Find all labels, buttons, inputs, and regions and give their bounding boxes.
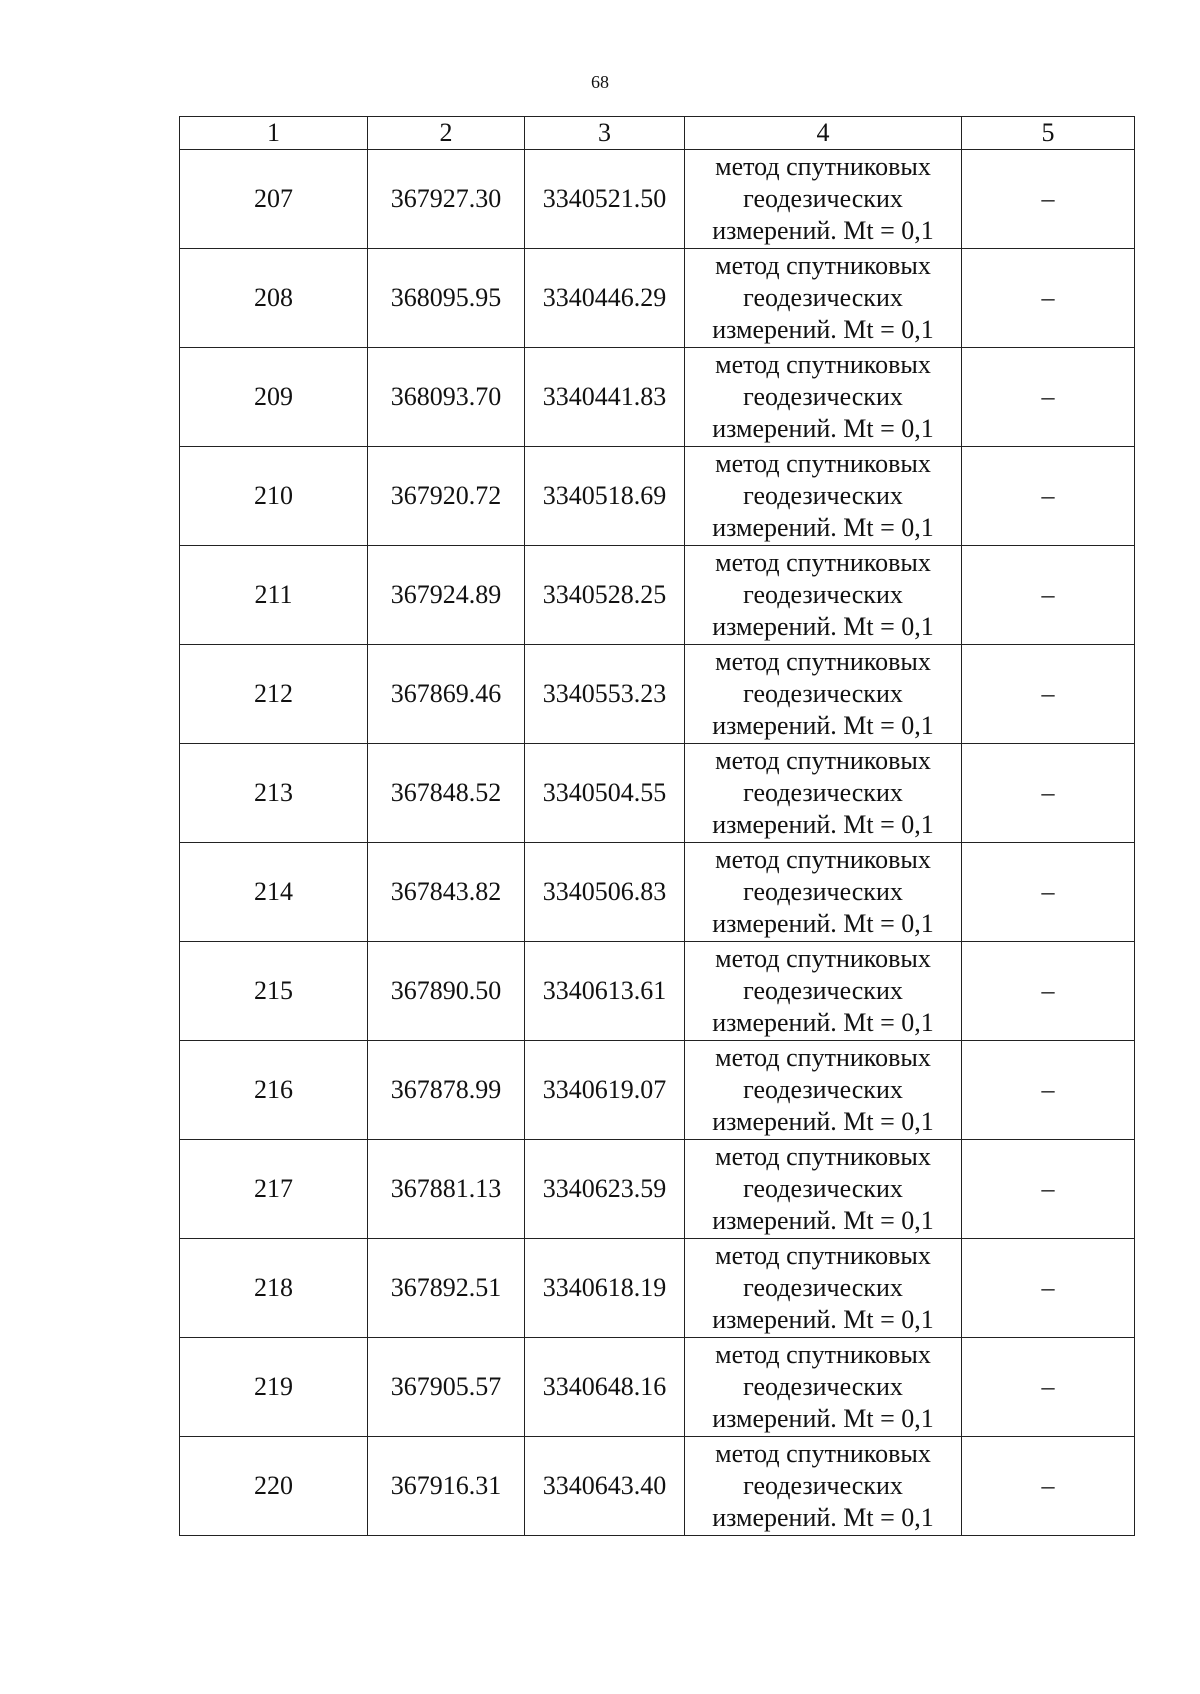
method-cell [685, 843, 962, 942]
note-cell: – [962, 348, 1135, 447]
table-row [180, 645, 1135, 744]
method-line: геодезических [743, 1075, 903, 1104]
table-row [180, 1239, 1135, 1338]
method-line: измерений. Mt = 0,1 [712, 1107, 934, 1136]
method-cell [685, 1437, 962, 1536]
method-line: измерений. Mt = 0,1 [712, 1008, 934, 1037]
x-coordinate-cell: 367878.99 [368, 1041, 525, 1140]
x-coordinate-cell: 368093.70 [368, 348, 525, 447]
method-line: геодезических [743, 1471, 903, 1500]
point-number-cell: 208 [180, 249, 368, 348]
point-number-cell: 219 [180, 1338, 368, 1437]
point-number-cell: 220 [180, 1437, 368, 1536]
method-cell [685, 1338, 962, 1437]
method-cell [685, 348, 962, 447]
y-coordinate-cell: 3340441.83 [525, 348, 685, 447]
table-body [180, 150, 1135, 1536]
table-row [180, 447, 1135, 546]
method-cell [685, 1041, 962, 1140]
y-coordinate-cell: 3340506.83 [525, 843, 685, 942]
method-line: геодезических [743, 184, 903, 213]
point-number-cell: 207 [180, 150, 368, 249]
method-line: измерений. Mt = 0,1 [712, 414, 934, 443]
y-coordinate-cell: 3340618.19 [525, 1239, 685, 1338]
method-line: метод спутниковых [715, 350, 931, 379]
point-number-cell: 215 [180, 942, 368, 1041]
header-col-4: 4 [685, 117, 962, 150]
coordinates-table [179, 116, 1135, 1536]
method-line: метод спутниковых [715, 1142, 931, 1171]
x-coordinate-cell: 367892.51 [368, 1239, 525, 1338]
method-line: метод спутниковых [715, 845, 931, 874]
x-coordinate-cell: 367927.30 [368, 150, 525, 249]
x-coordinate-cell: 367920.72 [368, 447, 525, 546]
method-line: измерений. Mt = 0,1 [712, 909, 934, 938]
table-row [180, 843, 1135, 942]
y-coordinate-cell: 3340613.61 [525, 942, 685, 1041]
table-row [180, 249, 1135, 348]
x-coordinate-cell: 367869.46 [368, 645, 525, 744]
table-row [180, 1041, 1135, 1140]
point-number-cell: 209 [180, 348, 368, 447]
method-cell [685, 942, 962, 1041]
point-number-cell: 216 [180, 1041, 368, 1140]
y-coordinate-cell: 3340623.59 [525, 1140, 685, 1239]
method-cell [685, 744, 962, 843]
method-line: метод спутниковых [715, 251, 931, 280]
y-coordinate-cell: 3340553.23 [525, 645, 685, 744]
method-line: геодезических [743, 1273, 903, 1302]
method-line: геодезических [743, 1174, 903, 1203]
method-line: метод спутниковых [715, 647, 931, 676]
x-coordinate-cell: 367890.50 [368, 942, 525, 1041]
y-coordinate-cell: 3340446.29 [525, 249, 685, 348]
method-line: геодезических [743, 976, 903, 1005]
x-coordinate-cell: 367881.13 [368, 1140, 525, 1239]
note-cell: – [962, 1041, 1135, 1140]
method-line: геодезических [743, 481, 903, 510]
method-line: метод спутниковых [715, 548, 931, 577]
method-line: метод спутниковых [715, 1043, 931, 1072]
point-number-cell: 218 [180, 1239, 368, 1338]
header-col-3: 3 [525, 117, 685, 150]
method-cell [685, 447, 962, 546]
note-cell: – [962, 1338, 1135, 1437]
table-row [180, 546, 1135, 645]
note-cell: – [962, 843, 1135, 942]
method-line: метод спутниковых [715, 1439, 931, 1468]
method-line: измерений. Mt = 0,1 [712, 1206, 934, 1235]
method-line: метод спутниковых [715, 1241, 931, 1270]
table-header [180, 117, 1135, 150]
point-number-cell: 210 [180, 447, 368, 546]
method-line: метод спутниковых [715, 944, 931, 973]
method-line: измерений. Mt = 0,1 [712, 315, 934, 344]
method-line: геодезических [743, 679, 903, 708]
table-row [180, 1338, 1135, 1437]
method-line: геодезических [743, 382, 903, 411]
point-number-cell: 213 [180, 744, 368, 843]
method-line: геодезических [743, 877, 903, 906]
x-coordinate-cell: 367916.31 [368, 1437, 525, 1536]
method-line: геодезических [743, 283, 903, 312]
method-line: метод спутниковых [715, 1340, 931, 1369]
method-line: измерений. Mt = 0,1 [712, 612, 934, 641]
method-line: измерений. Mt = 0,1 [712, 216, 934, 245]
y-coordinate-cell: 3340648.16 [525, 1338, 685, 1437]
y-coordinate-cell: 3340504.55 [525, 744, 685, 843]
method-line: метод спутниковых [715, 746, 931, 775]
header-row [180, 117, 1135, 150]
method-line: измерений. Mt = 0,1 [712, 711, 934, 740]
header-col-1: 1 [180, 117, 368, 150]
method-line: геодезических [743, 580, 903, 609]
method-line: измерений. Mt = 0,1 [712, 1503, 934, 1532]
note-cell: – [962, 645, 1135, 744]
y-coordinate-cell: 3340518.69 [525, 447, 685, 546]
method-line: метод спутниковых [715, 449, 931, 478]
method-line: измерений. Mt = 0,1 [712, 1305, 934, 1334]
note-cell: – [962, 546, 1135, 645]
method-cell [685, 546, 962, 645]
note-cell: – [962, 249, 1135, 348]
method-cell [685, 645, 962, 744]
x-coordinate-cell: 368095.95 [368, 249, 525, 348]
y-coordinate-cell: 3340619.07 [525, 1041, 685, 1140]
point-number-cell: 211 [180, 546, 368, 645]
note-cell: – [962, 1437, 1135, 1536]
note-cell: – [962, 942, 1135, 1041]
x-coordinate-cell: 367905.57 [368, 1338, 525, 1437]
table-row [180, 942, 1135, 1041]
header-col-2: 2 [368, 117, 525, 150]
method-line: метод спутниковых [715, 152, 931, 181]
x-coordinate-cell: 367848.52 [368, 744, 525, 843]
method-cell [685, 150, 962, 249]
table-row [180, 1437, 1135, 1536]
note-cell: – [962, 744, 1135, 843]
note-cell: – [962, 1140, 1135, 1239]
y-coordinate-cell: 3340521.50 [525, 150, 685, 249]
method-line: измерений. Mt = 0,1 [712, 513, 934, 542]
method-line: геодезических [743, 1372, 903, 1401]
y-coordinate-cell: 3340643.40 [525, 1437, 685, 1536]
point-number-cell: 214 [180, 843, 368, 942]
note-cell: – [962, 1239, 1135, 1338]
table-row [180, 348, 1135, 447]
table-row [180, 744, 1135, 843]
method-line: измерений. Mt = 0,1 [712, 810, 934, 839]
point-number-cell: 212 [180, 645, 368, 744]
x-coordinate-cell: 367843.82 [368, 843, 525, 942]
method-cell [685, 1239, 962, 1338]
header-col-5: 5 [962, 117, 1135, 150]
method-line: измерений. Mt = 0,1 [712, 1404, 934, 1433]
x-coordinate-cell: 367924.89 [368, 546, 525, 645]
y-coordinate-cell: 3340528.25 [525, 546, 685, 645]
table-row [180, 1140, 1135, 1239]
page-number: 68 [591, 72, 609, 92]
note-cell: – [962, 150, 1135, 249]
table-row [180, 150, 1135, 249]
method-cell [685, 249, 962, 348]
method-line: геодезических [743, 778, 903, 807]
point-number-cell: 217 [180, 1140, 368, 1239]
method-cell [685, 1140, 962, 1239]
note-cell: – [962, 447, 1135, 546]
